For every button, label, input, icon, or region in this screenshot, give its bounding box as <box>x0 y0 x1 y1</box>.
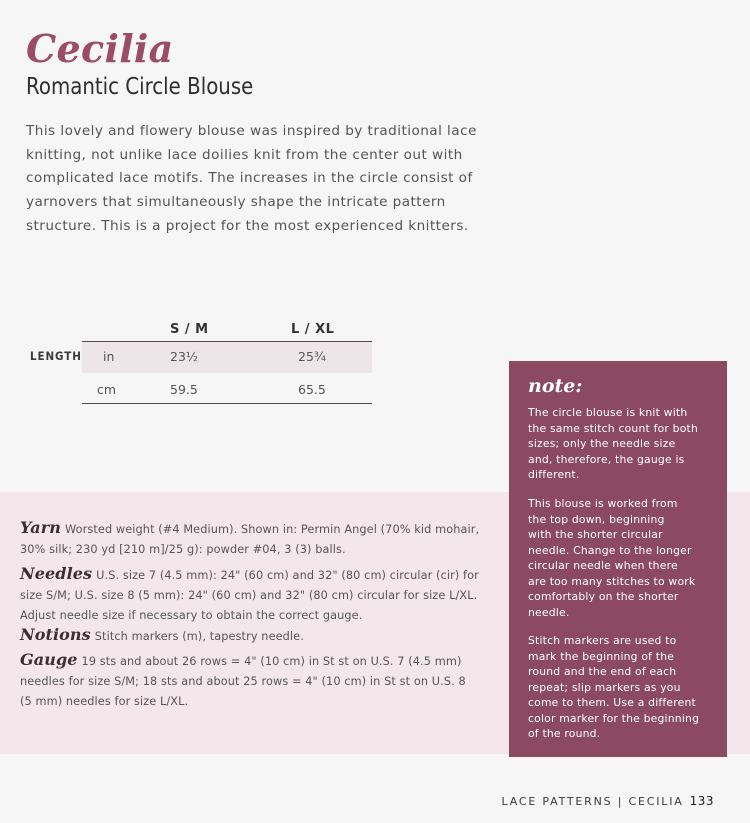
size-column-header: L / XL <box>291 322 335 337</box>
needles-text: U.S. size 7 (4.5 mm): 24" (60 cm) and 32" (80 cm) circular (cir) for <box>96 569 479 582</box>
page-number: 133 <box>689 794 714 808</box>
table-cell: 23½ <box>170 349 199 364</box>
note-line: Stitch markers are used to <box>528 634 677 647</box>
notions-section <box>20 625 500 647</box>
note-line: with the shorter circular <box>528 528 663 541</box>
table-cell: 25¾ <box>298 349 327 364</box>
intro-line: This lovely and flowery blouse was inspired by traditional lace <box>26 123 477 139</box>
notions-heading: Notions <box>20 625 91 644</box>
table-row-highlight <box>82 342 372 373</box>
note-line: and, therefore, the gauge is <box>528 452 685 466</box>
note-line: the top down, beginning <box>528 512 665 526</box>
needles-text: size S/M; U.S. size 8 (5 mm): 24" (60 cm) and 32" (80 cm) circular for size L/XL. <box>20 589 478 602</box>
gauge-text: 19 sts and about 26 rows = 4" (10 cm) in St st on U.S. 7 (4.5 mm) <box>81 655 462 668</box>
gauge-section <box>20 650 500 712</box>
note-line: of the round. <box>528 727 601 740</box>
note-line: This blouse is worked from <box>528 497 678 510</box>
note-line: round and the end of each <box>528 665 677 678</box>
yarn-text: 30% silk; 230 yd [210 m]/25 g): powder #04, 3 (3) balls. <box>20 543 346 556</box>
note-line: sizes; only the needle size <box>528 437 676 450</box>
note-line: color marker for the beginning <box>528 711 700 725</box>
note-line: come to them. Use a different <box>528 696 696 709</box>
note-line: repeat; slip markers as you <box>528 680 681 694</box>
yarn-section <box>20 518 500 560</box>
needles-text: Adjust needle size if necessary to obtain the correct gauge. <box>20 609 363 622</box>
note-line: different. <box>528 468 580 481</box>
table-cell: 65.5 <box>298 382 326 397</box>
running-footer: LACE PATTERNS | CECILIA <box>501 795 684 808</box>
intro-line: structure. This is a project for the most experienced knitters. <box>26 217 469 234</box>
gauge-text: needles for size S/M; 18 sts and about 25 rows = 4" (10 cm) in St st on U.S. 8 <box>20 675 466 688</box>
table-bottom-rule <box>82 403 372 404</box>
note-paragraph <box>528 496 723 620</box>
pattern-title: Cecilia <box>26 26 174 71</box>
page-footer <box>502 794 714 808</box>
note-line: needle. Change to the longer <box>528 543 692 557</box>
unit-label: in <box>103 349 115 364</box>
intro-paragraph <box>26 120 496 239</box>
note-line: circular needle when there <box>528 559 678 572</box>
note-paragraph <box>528 633 723 742</box>
needles-heading: Needles <box>20 564 93 583</box>
note-box <box>509 361 727 757</box>
notions-text: Stitch markers (m), tapestry needle. <box>94 630 304 643</box>
unit-label: cm <box>97 382 117 397</box>
needles-section <box>20 564 500 626</box>
note-line: comfortably on the shorter <box>528 590 679 603</box>
table-cell: 59.5 <box>170 382 198 397</box>
note-line: needle. <box>528 605 570 619</box>
size-column-header: S / M <box>170 322 209 337</box>
note-line: The circle blouse is knit with <box>528 406 688 419</box>
yarn-heading: Yarn <box>20 518 62 537</box>
note-line: mark the beginning of the <box>528 649 675 663</box>
yarn-text: Worsted weight (#4 Medium). Shown in: Permin Angel (70% kid mohair, <box>65 523 480 536</box>
note-title: note: <box>528 375 583 397</box>
length-row-label: LENGTH <box>30 349 82 363</box>
note-line: are too many stitches to work <box>528 574 696 588</box>
pattern-subtitle: Romantic Circle Blouse <box>26 74 254 100</box>
note-paragraph <box>528 405 723 483</box>
gauge-heading: Gauge <box>20 650 78 669</box>
intro-line: yarnovers that simultaneously shape the intricate pattern <box>26 194 446 211</box>
intro-line: complicated lace motifs. The increases in the circle consist of <box>26 170 473 187</box>
note-line: the same stitch count for both <box>528 421 698 435</box>
gauge-text: (5 mm) needles for size L/XL. <box>20 695 189 708</box>
intro-line: knitting, not unlike lace doilies knit from the center out with <box>26 146 463 163</box>
